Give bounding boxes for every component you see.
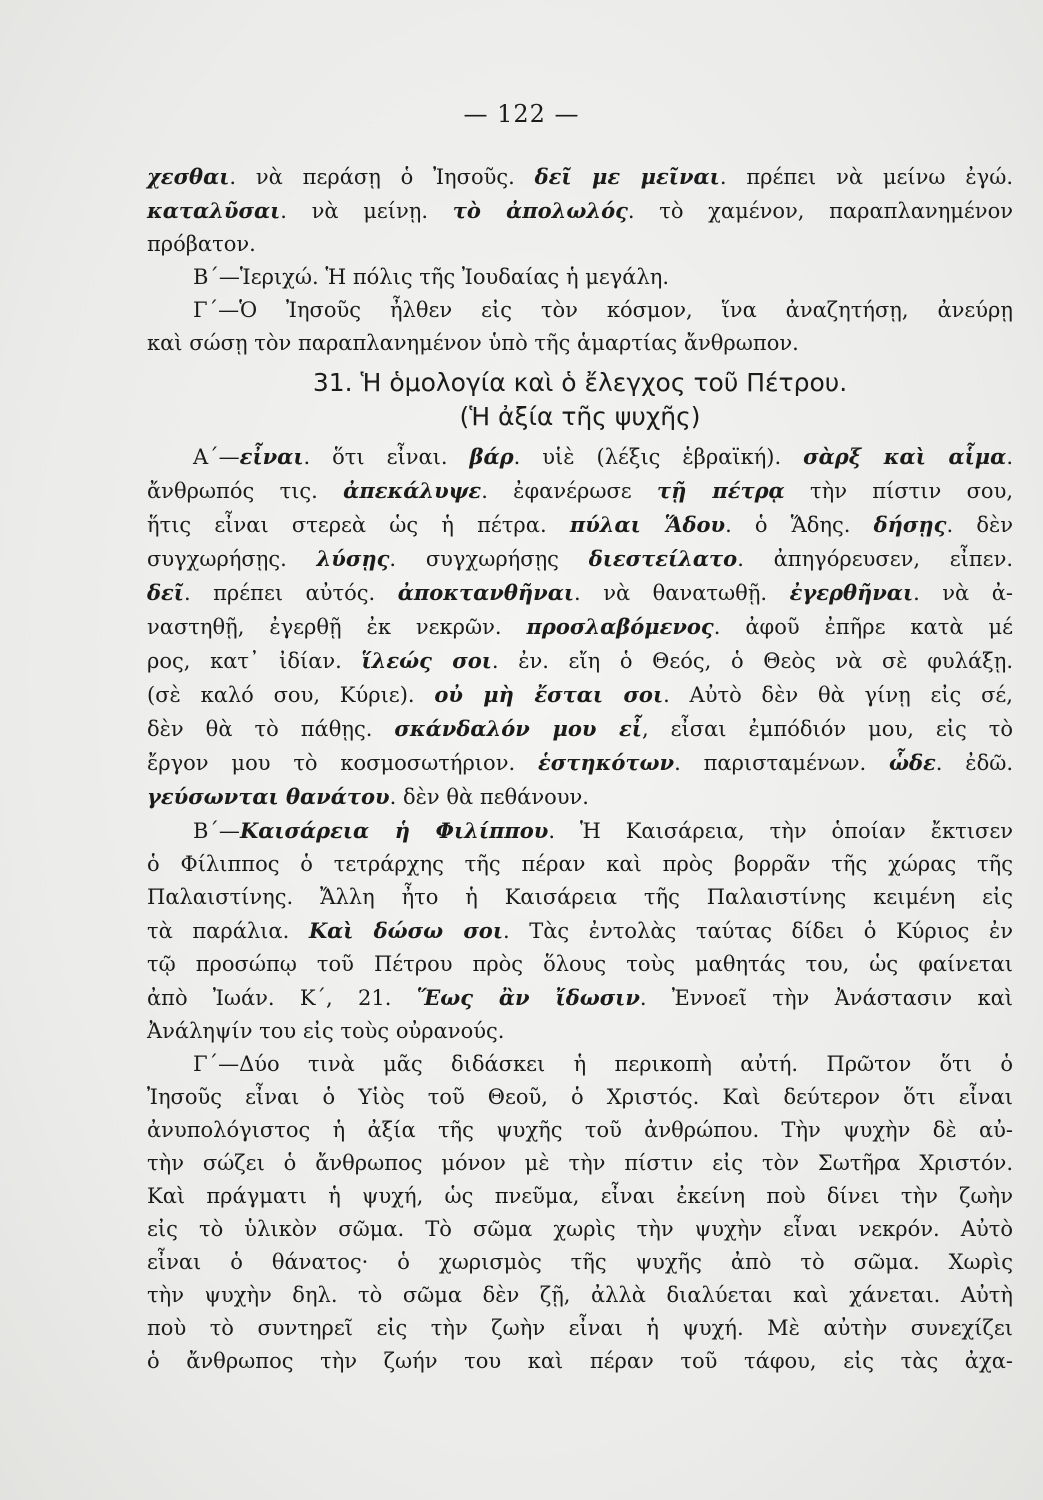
text-line: καὶ σώσῃ τὸν παραπλανημένον ὑπὸ τῆς ἁμαρτίας ἄνθρωπον. (147, 331, 799, 355)
text-line: Γ΄—Δύο τινὰ μᾶς διδάσκει ἡ περικοπὴ αὐτή. Πρῶτον ὅτι ὁ (193, 1052, 1013, 1076)
text-line: ἀπὸ Ἰωάν. Κ΄, 21. Ἕως ἂν ἴδωσιν. Ἐννοεῖ τὴν Ἀνάστασιν καὶ (147, 985, 1013, 1010)
text-line: τὴν ψυχὴν δηλ. τὸ σῶμα δὲν ζῇ, ἀλλὰ διαλύεται καὶ χάνεται. Αὐτὴ (147, 1283, 1013, 1307)
text-line: ἀνυπολόγιστος ἡ ἀξία τῆς ψυχῆς τοῦ ἀνθρώπου. Τὴν ψυχὴν δὲ αὐ- (147, 1118, 1013, 1142)
text-line: ἔργον μου τὸ κοσμοσωτήριον. ἑστηκότων. παρισταμένων. ὧδε. ἐδῶ. (147, 750, 1014, 775)
page-number: — 122 — (463, 100, 580, 128)
text-line: ποὺ τὸ συντηρεῖ εἰς τὴν ζωὴν εἶναι ἡ ψυχή. Μὲ αὐτὴν συνεχίζει (147, 1316, 1013, 1340)
page-body (147, 160, 1013, 1378)
text-line: Παλαιστίνης. Ἄλλη ἦτο ἡ Καισάρεια τῆς Παλαιστίνης κειμένη εἰς (147, 885, 1013, 909)
text-line: χεσθαι. νὰ περάσῃ ὁ Ἰησοῦς. δεῖ με μεῖναι. πρέπει νὰ μείνω ἐγώ. (147, 164, 1013, 189)
text-line: ὁ Φίλιππος ὁ τετράρχης τῆς πέραν καὶ πρὸς βορρᾶν τῆς χώρας τῆς (147, 852, 1013, 876)
text-line: δεῖ. πρέπει αὐτός. ἀποκτανθῆναι. νὰ θανατωθῇ. ἐγερθῆναι. νὰ ἀ- (147, 580, 1014, 605)
text-line: Γ΄—Ὁ Ἰησοῦς ἦλθεν εἰς τὸν κόσμον, ἵνα ἀναζητήσῃ, ἀνεύρῃ (193, 298, 1013, 322)
text-line: ἄνθρωπός τις. ἀπεκάλυψε. ἐφανέρωσε τῇ πέτρᾳ τὴν πίστιν σου, (147, 478, 1014, 503)
text-line: γεύσωνται θανάτου. δὲν θὰ πεθάνουν. (147, 784, 589, 809)
text-line: εἶναι ὁ θάνατος· ὁ χωρισμὸς τῆς ψυχῆς ἀπὸ τὸ σῶμα. Χωρὶς (147, 1250, 1013, 1274)
text-line: ναστηθῇ, ἐγερθῇ ἐκ νεκρῶν. προσλαβόμενος. ἀφοῦ ἐπῆρε κατὰ μέ (147, 614, 1013, 639)
text-line: τῷ προσώπῳ τοῦ Πέτρου πρὸς ὅλους τοὺς μαθητάς του, ὡς φαίνεται (147, 952, 1013, 976)
text-line: πρόβατον. (147, 232, 256, 256)
text-line: ρος, κατ᾽ ἰδίαν. ἵλεώς σοι. ἐν. εἴη ὁ Θεός, ὁ Θεὸς νὰ σὲ φυλάξῃ. (147, 648, 1013, 673)
text-line: Ἰησοῦς εἶναι ὁ Υἱὸς τοῦ Θεοῦ, ὁ Χριστός. Καὶ δεύτερον ὅτι εἶναι (147, 1085, 1013, 1109)
text-line: εἰς τὸ ὑλικὸν σῶμα. Τὸ σῶμα χωρὶς τὴν ψυχὴν εἶναι νεκρόν. Αὐτὸ (147, 1217, 1013, 1241)
text-block-glossary-intro (147, 160, 1013, 360)
section-subheading: (Ἡ ἀξία τῆς ψυχῆς) (459, 402, 701, 431)
text-line: δὲν θὰ τὸ πάθῃς. σκάνδαλόν μου εἶ, εἶσαι ἐμπόδιόν μου, εἰς τὸ (147, 716, 1014, 741)
text-line: τὴν σώζει ὁ ἄνθρωπος μόνον μὲ τὴν πίστιν εἰς τὸν Σωτῆρα Χριστόν. (147, 1151, 1013, 1175)
text-line: Β΄—Ἱεριχώ. Ἡ πόλις τῆς Ἰουδαίας ἡ μεγάλη. (193, 265, 670, 289)
text-line: Β΄—Καισάρεια ἡ Φιλίππου. Ἡ Καισάρεια, τὴν ὁποίαν ἔκτισεν (193, 818, 1013, 843)
text-line: (σὲ καλό σου, Κύριε). οὐ μὴ ἔσται σοι. Αὐτὸ δὲν θὰ γίνῃ εἰς σέ, (147, 682, 1013, 707)
text-line: ὁ ἄνθρωπος τὴν ζωήν του καὶ πέραν τοῦ τάφου, εἰς τὰς ἀχα- (147, 1349, 1013, 1373)
text-line: Α΄—εἶναι. ὅτι εἶναι. βάρ. υἱὲ (λέξις ἑβραϊκή). σὰρξ καὶ αἷμα. (193, 444, 1013, 469)
text-line: συγχωρήσῃς. λύσῃς. συγχωρήσῃς διεστείλατο. ἀπηγόρευσεν, εἶπεν. (147, 546, 1014, 571)
section-heading: 31. Ἡ ὁμολογία καὶ ὁ ἔλεγχος τοῦ Πέτρου. (312, 368, 848, 397)
text-line: τὰ παράλια. Καὶ δώσω σοι. Τὰς ἐντολὰς ταύτας δίδει ὁ Κύριος ἐν (147, 918, 1014, 943)
text-line: Καὶ πράγματι ἡ ψυχή, ὡς πνεῦμα, εἶναι ἐκείνη ποὺ δίνει τὴν ζωὴν (147, 1184, 1013, 1208)
text-line: ἥτις εἶναι στερεὰ ὡς ἡ πέτρα. πύλαι Ἅδου. ὁ Ἅδης. δήσῃς. δὲν (147, 512, 1014, 537)
text-line: Ἀνάληψίν του εἰς τοὺς οὐρανούς. (147, 1019, 505, 1043)
text-line: καταλῦσαι. νὰ μείνῃ. τὸ ἀπολωλός. τὸ χαμένον, παραπλανημένον (147, 198, 1013, 223)
text-block-section-31 (147, 440, 1013, 1378)
